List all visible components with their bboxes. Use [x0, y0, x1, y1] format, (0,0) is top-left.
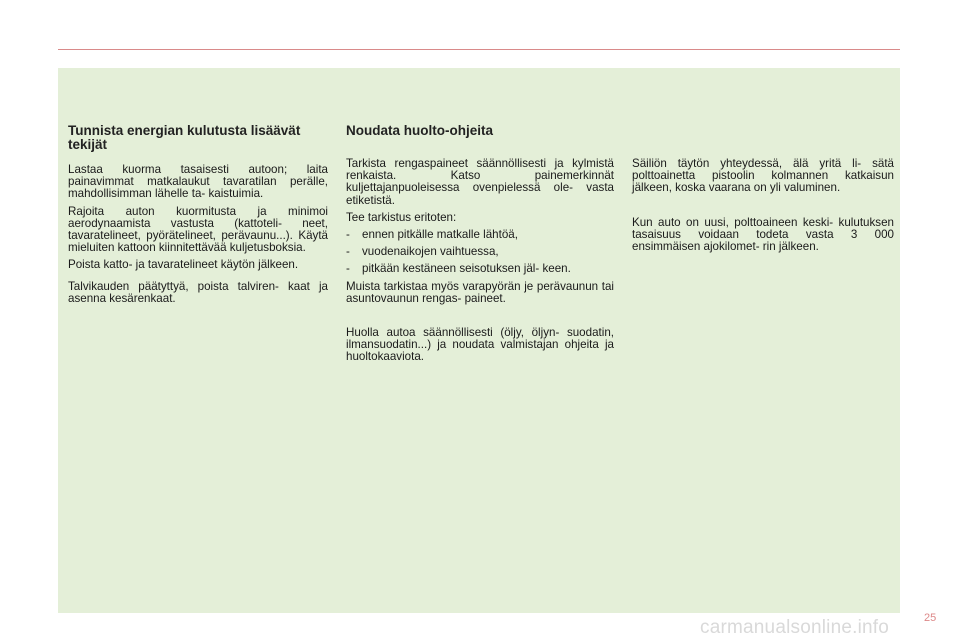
check-list-heading: Tee tarkistus eritoten:	[346, 210, 457, 224]
list-item: - pitkään kestäneen seisotuksen jäl- keen.	[346, 262, 571, 276]
content-panel	[58, 68, 900, 613]
tyre-pressure-paragraph: Tarkista rengaspaineet säännöllisesti ja kylmistä renkaista. Katso painemerkinnät kuljettajanpuoleisessa ovenpielessä ole- vasta etiketistä.	[346, 157, 614, 207]
list-item: - ennen pitkälle matkalle lähtöä,	[346, 228, 518, 242]
new-car-consumption-paragraph: Kun auto on uusi, polttoaineen keski- kulutuksen tasaisuus voidaan todeta vasta 3 000 ensimmäisen ajokilomet- rin jälkeen.	[632, 215, 894, 254]
top-divider	[58, 49, 900, 50]
aero-paragraph: Rajoita auton kuormitusta ja minimoi aerodynaamista vastusta (kattoteli- neet, tavaratelineet, pyörätelineet, perävaunu...). Käytä mieluiten kattoon kiinnitettävää kuljetusboksia.	[68, 204, 328, 255]
winter-tyres-paragraph: Talvikauden päätyttyä, poista talviren- kaat ja asenna kesärenkaat.	[68, 279, 328, 305]
check-list	[346, 229, 614, 276]
maintenance-heading: Noudata huolto-ohjeita	[346, 123, 493, 138]
list-item: - vuodenaikojen vaihtuessa,	[346, 245, 499, 259]
refuelling-paragraph: Säiliön täytön yhteydessä, älä yritä li- sätä polttoainetta pistoolin kolmannen katkaisun jälkeen, koska vaarana on yli valuminen.	[632, 157, 894, 195]
spare-wheel-paragraph: Muista tarkistaa myös varapyörän je perävaunun tai asuntovaunun rengas- paineet.	[346, 279, 614, 305]
middle-column	[346, 124, 614, 369]
load-paragraph: Lastaa kuorma tasaisesti autoon; laita painavimmat matkalaukut tavaratilan perälle, mahdollisimman lähelle ta- kaistuimia.	[68, 163, 328, 201]
roof-rack-paragraph: Poista katto- ja tavaratelineet käytön jälkeen.	[68, 258, 299, 272]
watermark-text: carmanualsonline.info	[700, 617, 890, 638]
energy-factors-heading: Tunnista energian kulutusta lisäävät tekijät	[68, 123, 301, 152]
right-column	[632, 124, 894, 258]
service-paragraph: Huolla autoa säännöllisesti (öljy, öljyn- suodatin, ilmansuodatin...) ja noudata valmistajan ohjeita ja huoltokaaviota.	[346, 326, 614, 364]
page-number: 25	[924, 612, 937, 624]
left-column	[68, 124, 328, 310]
